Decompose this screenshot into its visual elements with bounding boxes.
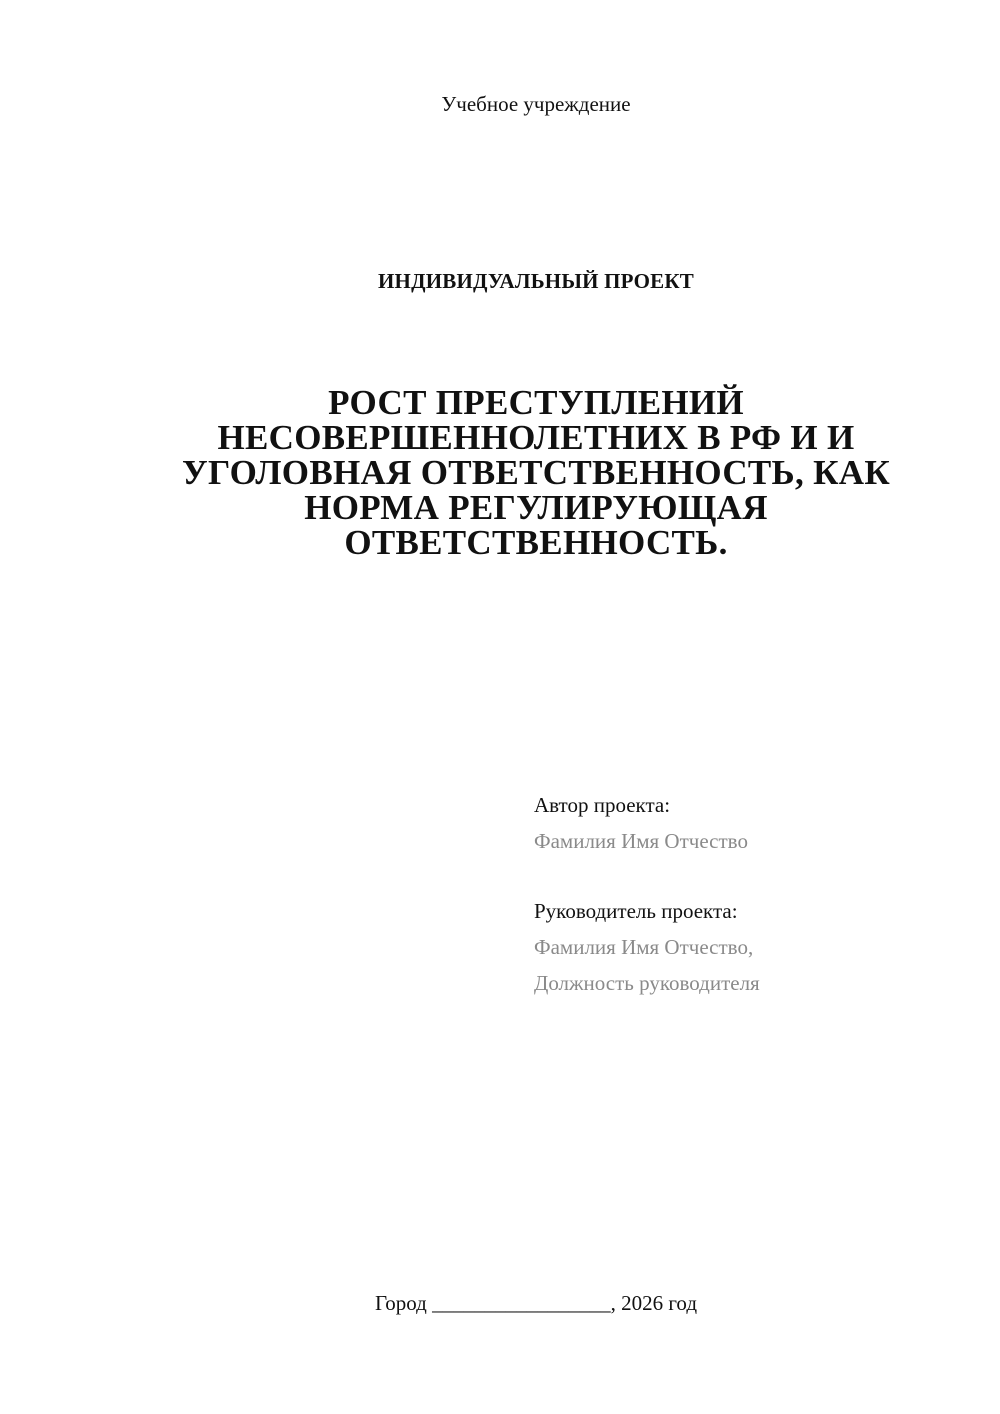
project-title [140, 385, 932, 560]
supervisor-name: Фамилия Имя Отчество, [534, 935, 754, 959]
project-title-line: РОСТ ПРЕСТУПЛЕНИЙ [328, 383, 744, 422]
project-title-line: ОТВЕТСТВЕННОСТЬ. [344, 523, 728, 562]
project-title-line: НЕСОВЕРШЕННОЛЕТНИХ В РФ И И [217, 418, 855, 457]
supervisor-label: Руководитель проекта: [534, 899, 738, 923]
author-name: Фамилия Имя Отчество [534, 829, 748, 853]
document-type: ИНДИВИДУАЛЬНЫЙ ПРОЕКТ [378, 269, 694, 293]
supervisor-block [534, 893, 974, 1001]
institution-name: Учебное учреждение [441, 92, 631, 116]
author-block [534, 787, 974, 859]
city-year-line: Город _________________, 2026 год [374, 1291, 698, 1315]
project-title-line: НОРМА РЕГУЛИРУЮЩАЯ [304, 488, 768, 527]
author-label: Автор проекта: [534, 793, 671, 817]
supervisor-position: Должность руководителя [534, 971, 760, 995]
project-title-line: УГОЛОВНАЯ ОТВЕТСТВЕННОСТЬ, КАК [181, 453, 891, 492]
